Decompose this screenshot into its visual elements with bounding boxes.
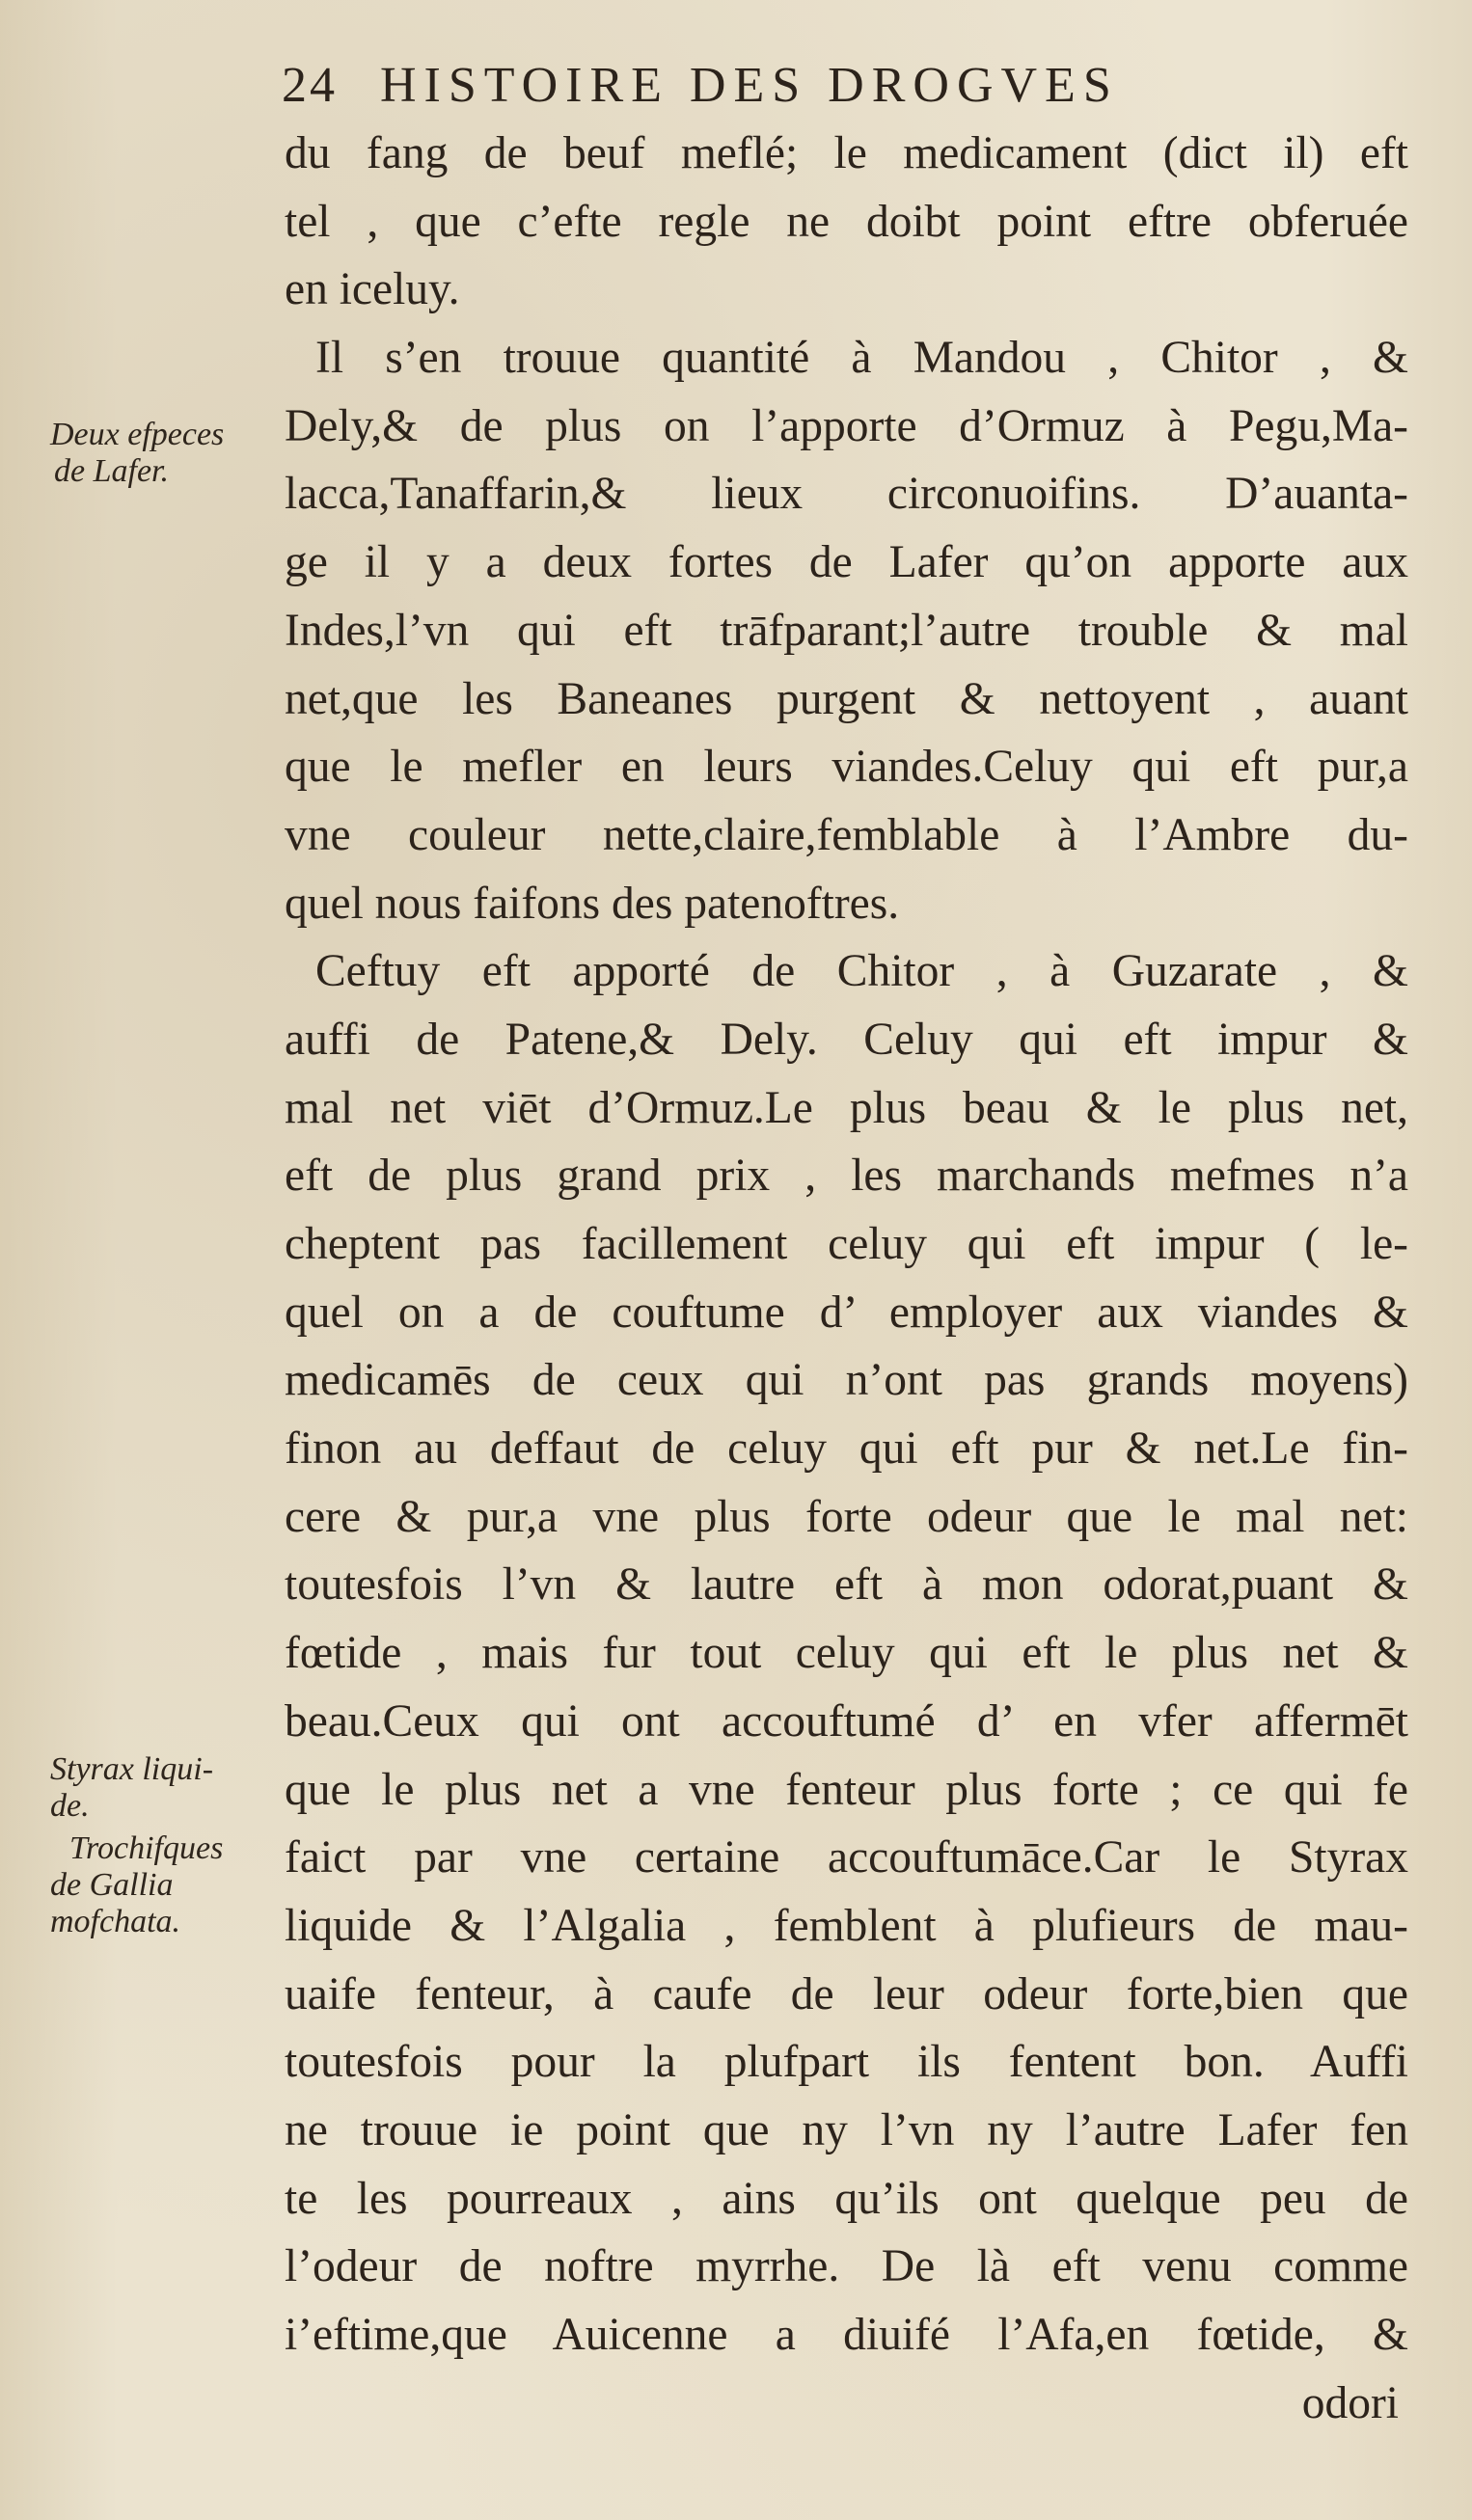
- body-text: [285, 120, 1408, 2437]
- text-line: ge il y a deux fortes de Lafer qu’on apporte aux: [285, 537, 1408, 588]
- text-line: Indes,l’vn qui eft trāfparant;l’autre trouble & mal: [285, 605, 1408, 656]
- text-line: toutesfois l’vn & lautre eft à mon odorat,puant &: [285, 1559, 1408, 1611]
- text-line: du fang de beuf meflé; le medicament (dict il) eft: [285, 128, 1408, 178]
- text-line: auffi de Patene,& Dely. Celuy qui eft impur &: [285, 1014, 1408, 1065]
- margin-note-line: Styrax liqui-: [50, 1751, 214, 1787]
- margin-note-line: mofchata.: [50, 1904, 181, 1939]
- text-line: finon au deffaut de celuy qui eft pur & net.Le fin-: [285, 1423, 1408, 1475]
- text-line: net,que les Baneanes purgent & nettoyent , auant: [285, 673, 1408, 724]
- text-line: uaife fenteur, à caufe de leur odeur forte,bien que: [285, 1968, 1408, 2019]
- text-line: Il s’en trouue quantité à Mandou , Chitor , &: [315, 333, 1408, 384]
- margin-note-line: de Gallia: [50, 1867, 174, 1903]
- text-line: quel nous faifons des patenoftres.: [285, 878, 900, 929]
- text-line: mal net viēt d’Ormuz.Le plus beau & le plus net,: [285, 1082, 1408, 1133]
- margin-note-styrax: [50, 1751, 282, 1825]
- text-line: beau.Ceux qui ont accouftumé d’ en vfer affermēt: [285, 1695, 1408, 1747]
- margin-note-line: Trochifques: [69, 1830, 224, 1866]
- text-line: en iceluy.: [285, 264, 460, 315]
- text-line: l’odeur de noftre myrrhe. De là eft venu comme: [285, 2241, 1408, 2292]
- text-line: que le plus net a vne fenteur plus forte ; ce qui fe: [285, 1764, 1408, 1815]
- text-line: liquide & l’Algalia , femblent à plufieurs de mau-: [285, 1900, 1408, 1951]
- text-line: quel on a de couftume d’ employer aux viandes &: [285, 1287, 1408, 1338]
- margin-note-line: de Lafer.: [54, 453, 169, 489]
- page-header: [282, 50, 1314, 122]
- text-line: tel , que c’efte regle ne doibt point eftre obferuée: [285, 196, 1408, 247]
- text-line: ne trouue ie point que ny l’vn ny l’autre Lafer fen: [285, 2104, 1408, 2155]
- text-line: faict par vne certaine accouftumāce.Car le Styrax: [285, 1832, 1408, 1883]
- text-line: te les pourreaux , ains qu’ils ont quelque peu de: [285, 2173, 1408, 2224]
- text-line: Ceftuy eft apporté de Chitor , à Guzarate , &: [315, 946, 1408, 997]
- text-line: toutesfois pour la plufpart ils fentent bon. Auffi: [285, 2037, 1408, 2088]
- text-line: i’eftime,que Auicenne a diuifé l’Afa,en fœtide, &: [285, 2310, 1408, 2360]
- margin-note-deux-especes: [50, 417, 282, 490]
- text-line: que le mefler en leurs viandes.Celuy qui eft pur,a: [285, 742, 1408, 793]
- text-line: eft de plus grand prix , les marchands mefmes n’a: [285, 1151, 1408, 1202]
- text-line: lacca,Tanaffarin,& lieux circonuoifins. D’auanta-: [285, 469, 1408, 520]
- margin-note-trochisques: [50, 1830, 282, 1940]
- margin-note-line: Deux efpeces: [50, 417, 225, 452]
- catchword: odori: [1301, 2377, 1399, 2428]
- running-title: HISTOIRE DES DROGVES: [380, 58, 1119, 113]
- text-line: fœtide , mais fur tout celuy qui eft le plus net &: [285, 1628, 1408, 1679]
- text-line: cheptent pas facillement celuy qui eft impur ( le-: [285, 1219, 1408, 1269]
- text-line: Dely,& de plus on l’apporte d’Ormuz à Pegu,Ma-: [285, 400, 1408, 451]
- margin-note-line: de.: [50, 1788, 90, 1824]
- text-line: medicamēs de ceux qui n’ont pas grands moyens): [285, 1355, 1408, 1406]
- text-line: vne couleur nette,claire,femblable à l’Ambre du-: [285, 809, 1408, 860]
- page-number: 24: [282, 58, 338, 113]
- text-line: cere & pur,a vne plus forte odeur que le mal net:: [285, 1491, 1408, 1542]
